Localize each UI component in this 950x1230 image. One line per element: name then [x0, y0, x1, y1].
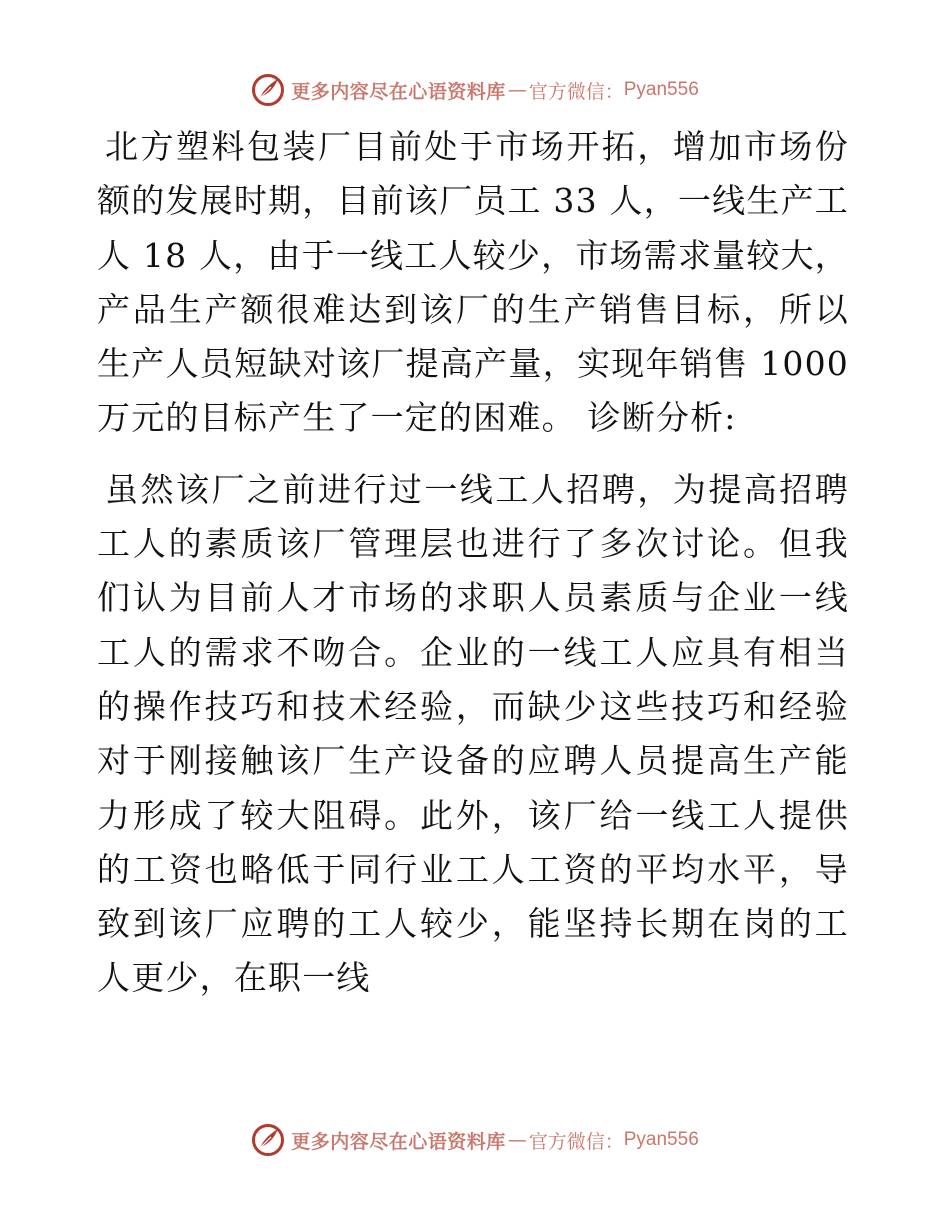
banner-separator: — — [507, 1129, 527, 1151]
header-banner — [0, 70, 950, 110]
banner-main-text: 更多内容尽在心语资料库 — [291, 1130, 506, 1153]
banner-wechat-handle: Pyan556 — [623, 79, 699, 100]
banner-wechat-handle: Pyan556 — [623, 1129, 699, 1150]
banner-wechat-label: 官方微信： — [528, 1130, 624, 1153]
footer-banner — [0, 1120, 950, 1160]
feather-pen-logo-icon — [251, 1123, 285, 1157]
paragraph-analysis: 虽然该厂之前进行过一线工人招聘，为提高招聘工人的素质该厂管理层也进行了多次讨论。但我们认为目前人才市场的求职人员素质与企业一线工人的需求不吻合。企业的一线工人应具有相当的操作技巧和技术经验，而缺少这些技巧和经验对于刚接触该厂生产设备的应聘人员提高生产能力形成了较大阻碍。此外，该厂给一线工人提供的工资也略低于同行业工人工资的平均水平，导致到该厂应聘的工人较少，能坚持长期在岗的工人更少，在职一线 — [97, 469, 849, 998]
banner-wechat-label: 官方微信： — [528, 80, 624, 103]
document-body — [97, 120, 849, 1006]
banner-main-text: 更多内容尽在心语资料库 — [291, 80, 506, 103]
paragraph-situation: 北方塑料包装厂目前处于市场开拓，增加市场份额的发展时期，目前该厂员工 33 人，一线生产工人 18 人，由于一线工人较少，市场需求量较大，产品生产额很难达到该厂的生产销售目标，所以生产人员短缺对该厂提高产量，实现年销售 1000 万元的目标产生了一定的困难。 诊断分析: — [97, 127, 849, 438]
banner-separator: — — [507, 79, 527, 101]
feather-pen-logo-icon — [251, 73, 285, 107]
